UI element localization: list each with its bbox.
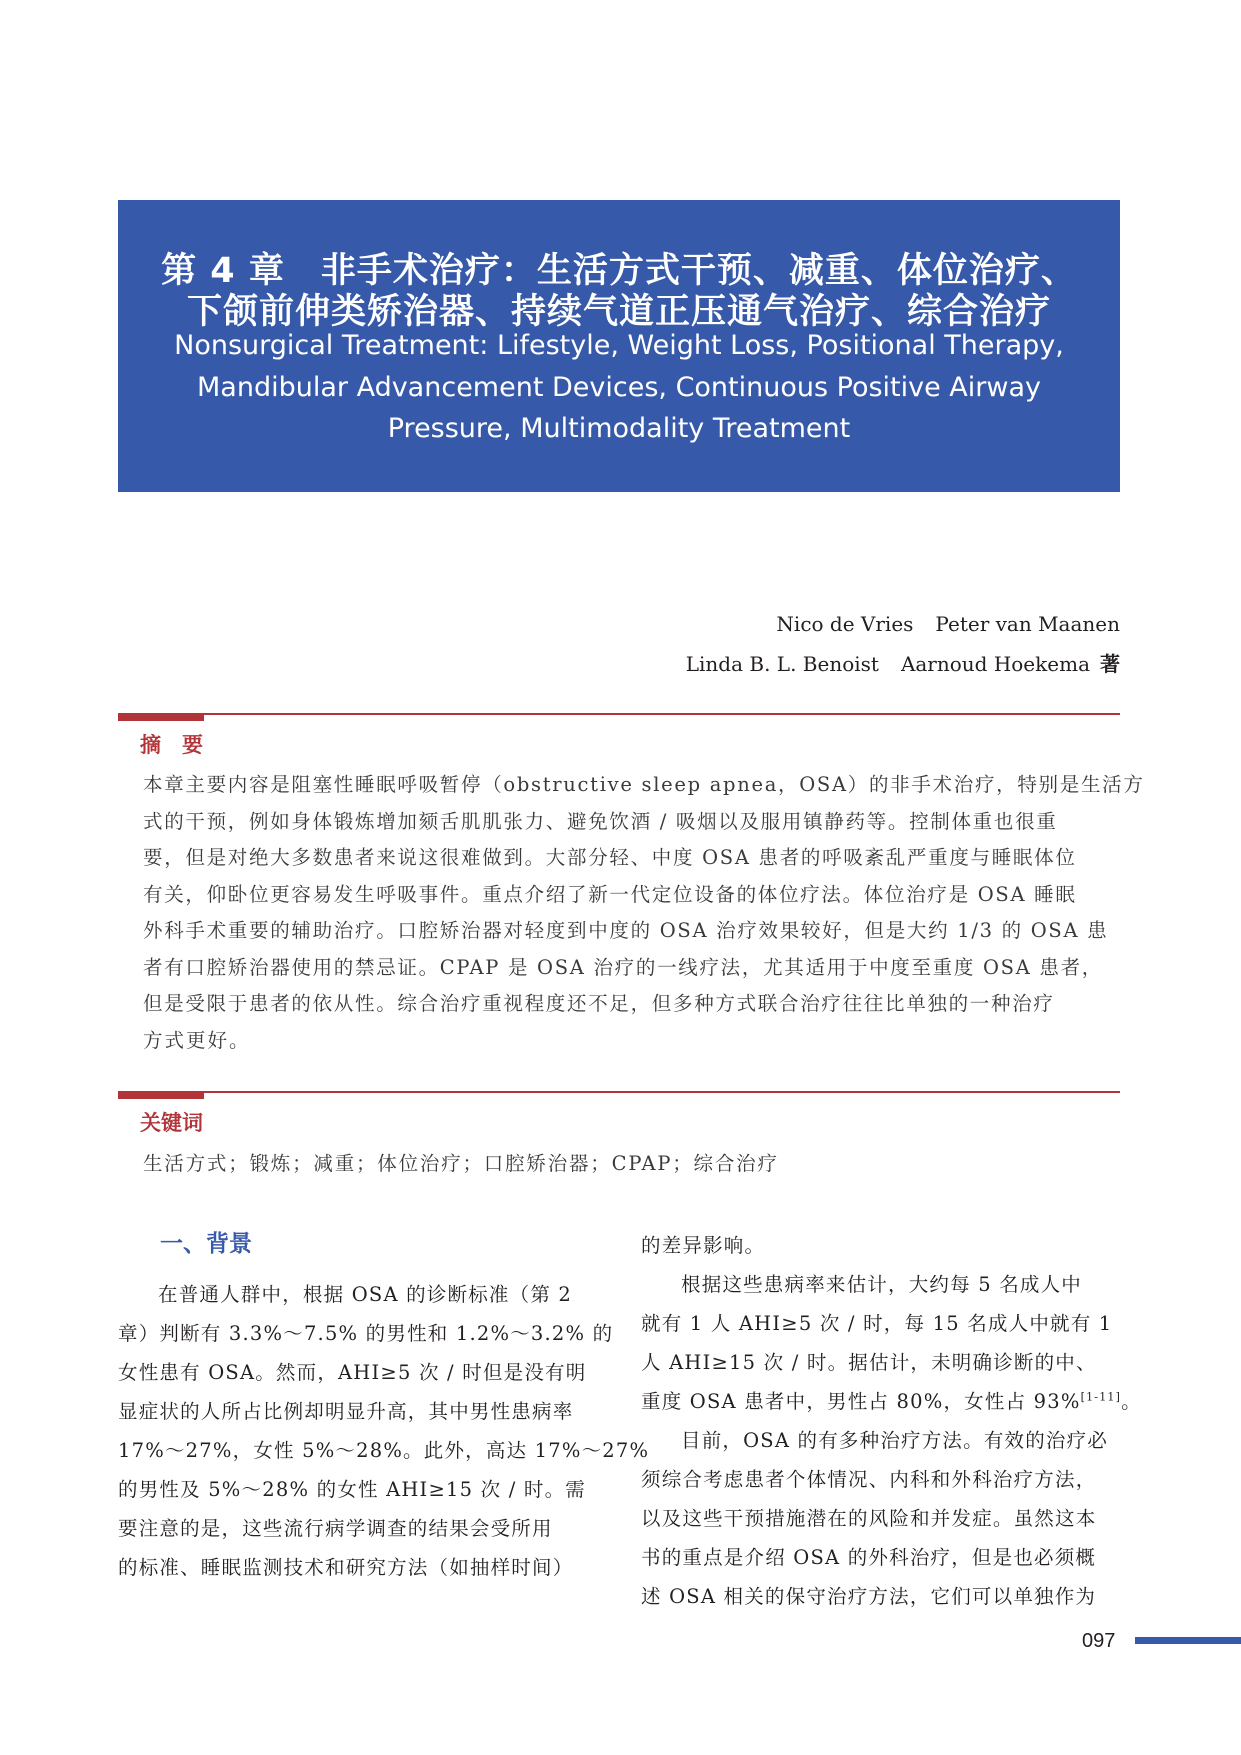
author-name: Nico de Vries bbox=[776, 612, 914, 636]
author-name: Aarnoud Hoekema bbox=[900, 652, 1090, 676]
abstract-divider bbox=[118, 713, 1120, 715]
keywords-divider-tab bbox=[118, 1091, 204, 1099]
abstract-divider-tab bbox=[118, 713, 204, 721]
chapter-title-en-line1: Nonsurgical Treatment: Lifestyle, Weight Loss, Positional Therapy, bbox=[174, 330, 1064, 361]
abstract-line: 外科手术重要的辅助治疗。口腔矫治器对轻度到中度的 OSA 治疗效果较好，但是大约 1/3 的 OSA 患 bbox=[143, 919, 1109, 942]
chapter-title-en-line3: Pressure, Multimodality Treatment bbox=[387, 413, 851, 444]
keywords-label: 关键词 bbox=[140, 1111, 203, 1135]
page-number: 097 bbox=[1082, 1630, 1116, 1652]
body-line: 人 AHI≥15 次 / 时。据估计，未明确诊断的中、 bbox=[641, 1351, 1097, 1374]
abstract-line: 式的干预，例如身体锻炼增加颏舌肌肌张力、避免饮酒 / 吸烟以及服用镇静药等。控制体重也很重 bbox=[143, 809, 1058, 833]
body-line: 的标准、睡眠监测技术和研究方法（如抽样时间） bbox=[118, 1556, 574, 1579]
body-line: 的差异影响。 bbox=[641, 1234, 766, 1257]
authorship-marker: 著 bbox=[1100, 652, 1120, 676]
abstract-text bbox=[143, 767, 1145, 1059]
abstract-label: 摘 要 bbox=[140, 733, 203, 757]
body-left-column bbox=[118, 1275, 650, 1587]
citation-ref: [1-11] bbox=[1080, 1390, 1122, 1404]
section-heading: 一、背景 bbox=[160, 1231, 252, 1257]
body-line: 以及这些干预措施潜在的风险和并发症。虽然这本 bbox=[641, 1507, 1097, 1530]
body-line: 须综合考虑患者个体情况、内科和外科治疗方法， bbox=[641, 1468, 1097, 1491]
body-line: 在普通人群中，根据 OSA 的诊断标准（第 2 bbox=[158, 1283, 573, 1306]
abstract-line: 但是受限于患者的依从性。综合治疗重视程度还不足，但多种方式联合治疗往往比单独的一种治疗 bbox=[143, 992, 1055, 1015]
body-line: 就有 1 人 AHI≥5 次 / 时，每 15 名成人中就有 1 bbox=[641, 1312, 1113, 1335]
body-line: 女性患有 OSA。然而，AHI≥5 次 / 时但是没有明 bbox=[118, 1361, 587, 1384]
body-line: 17%～27%，女性 5%～28%。此外，高达 17%～27% bbox=[118, 1439, 650, 1462]
chapter-title-zh-line2: 下颌前伸类矫治器、持续气道正压通气治疗、综合治疗 bbox=[186, 292, 1051, 332]
body-line: 显症状的人所占比例却明显升高，其中男性患病率 bbox=[118, 1400, 574, 1423]
body-line: 要注意的是，这些流行病学调查的结果会受所用 bbox=[118, 1517, 553, 1540]
body-line: 书的重点是介绍 OSA 的外科治疗，但是也必须概 bbox=[641, 1546, 1097, 1569]
body-text: 重度 OSA 患者中，男性占 80%，女性占 93% bbox=[641, 1390, 1081, 1413]
body-line: 的男性及 5%～28% 的女性 AHI≥15 次 / 时。需 bbox=[118, 1478, 586, 1501]
body-right-column bbox=[641, 1226, 1142, 1616]
abstract-line: 方式更好。 bbox=[143, 1028, 251, 1052]
abstract-line: 本章主要内容是阻塞性睡眠呼吸暂停（obstructive sleep apnea，OSA）的非手术治疗，特别是生活方 bbox=[143, 773, 1145, 796]
body-line: 根据这些患病率来估计，大约每 5 名成人中 bbox=[681, 1273, 1083, 1296]
abstract-line: 有关，仰卧位更容易发生呼吸事件。重点介绍了新一代定位设备的体位疗法。体位治疗是 OSA 睡眠 bbox=[143, 882, 1077, 906]
author-name: Peter van Maanen bbox=[935, 612, 1120, 636]
author-line-1 bbox=[776, 612, 1120, 636]
page-number-bar bbox=[1135, 1637, 1241, 1644]
body-line-with-citation bbox=[641, 1382, 1142, 1421]
keywords-text: 生活方式；锻炼；减重；体位治疗；口腔矫治器；CPAP；综合治疗 bbox=[143, 1152, 779, 1175]
abstract-line: 要，但是对绝大多数患者来说这很难做到。大部分轻、中度 OSA 患者的呼吸紊乱严重度与睡眠体位 bbox=[143, 846, 1077, 869]
body-line: 目前，OSA 的有多种治疗方法。有效的治疗必 bbox=[681, 1429, 1109, 1452]
period: 。 bbox=[1121, 1390, 1142, 1413]
body-line: 述 OSA 相关的保守治疗方法，它们可以单独作为 bbox=[641, 1585, 1097, 1608]
chapter-title-en-line2: Mandibular Advancement Devices, Continuous Positive Airway bbox=[197, 372, 1041, 403]
chapter-title-zh-line1: 第 4 章 非手术治疗：生活方式干预、减重、体位治疗、 bbox=[161, 251, 1077, 291]
body-line: 章）判断有 3.3%～7.5% 的男性和 1.2%～3.2% 的 bbox=[118, 1322, 614, 1345]
author-name: Linda B. L. Benoist bbox=[685, 652, 879, 676]
abstract-line: 者有口腔矫治器使用的禁忌证。CPAP 是 OSA 治疗的一线疗法，尤其适用于中度至重度 OSA 患者， bbox=[143, 955, 1104, 979]
chapter-title-banner bbox=[118, 200, 1120, 492]
keywords-divider bbox=[118, 1091, 1120, 1093]
author-line-2 bbox=[686, 648, 1120, 677]
